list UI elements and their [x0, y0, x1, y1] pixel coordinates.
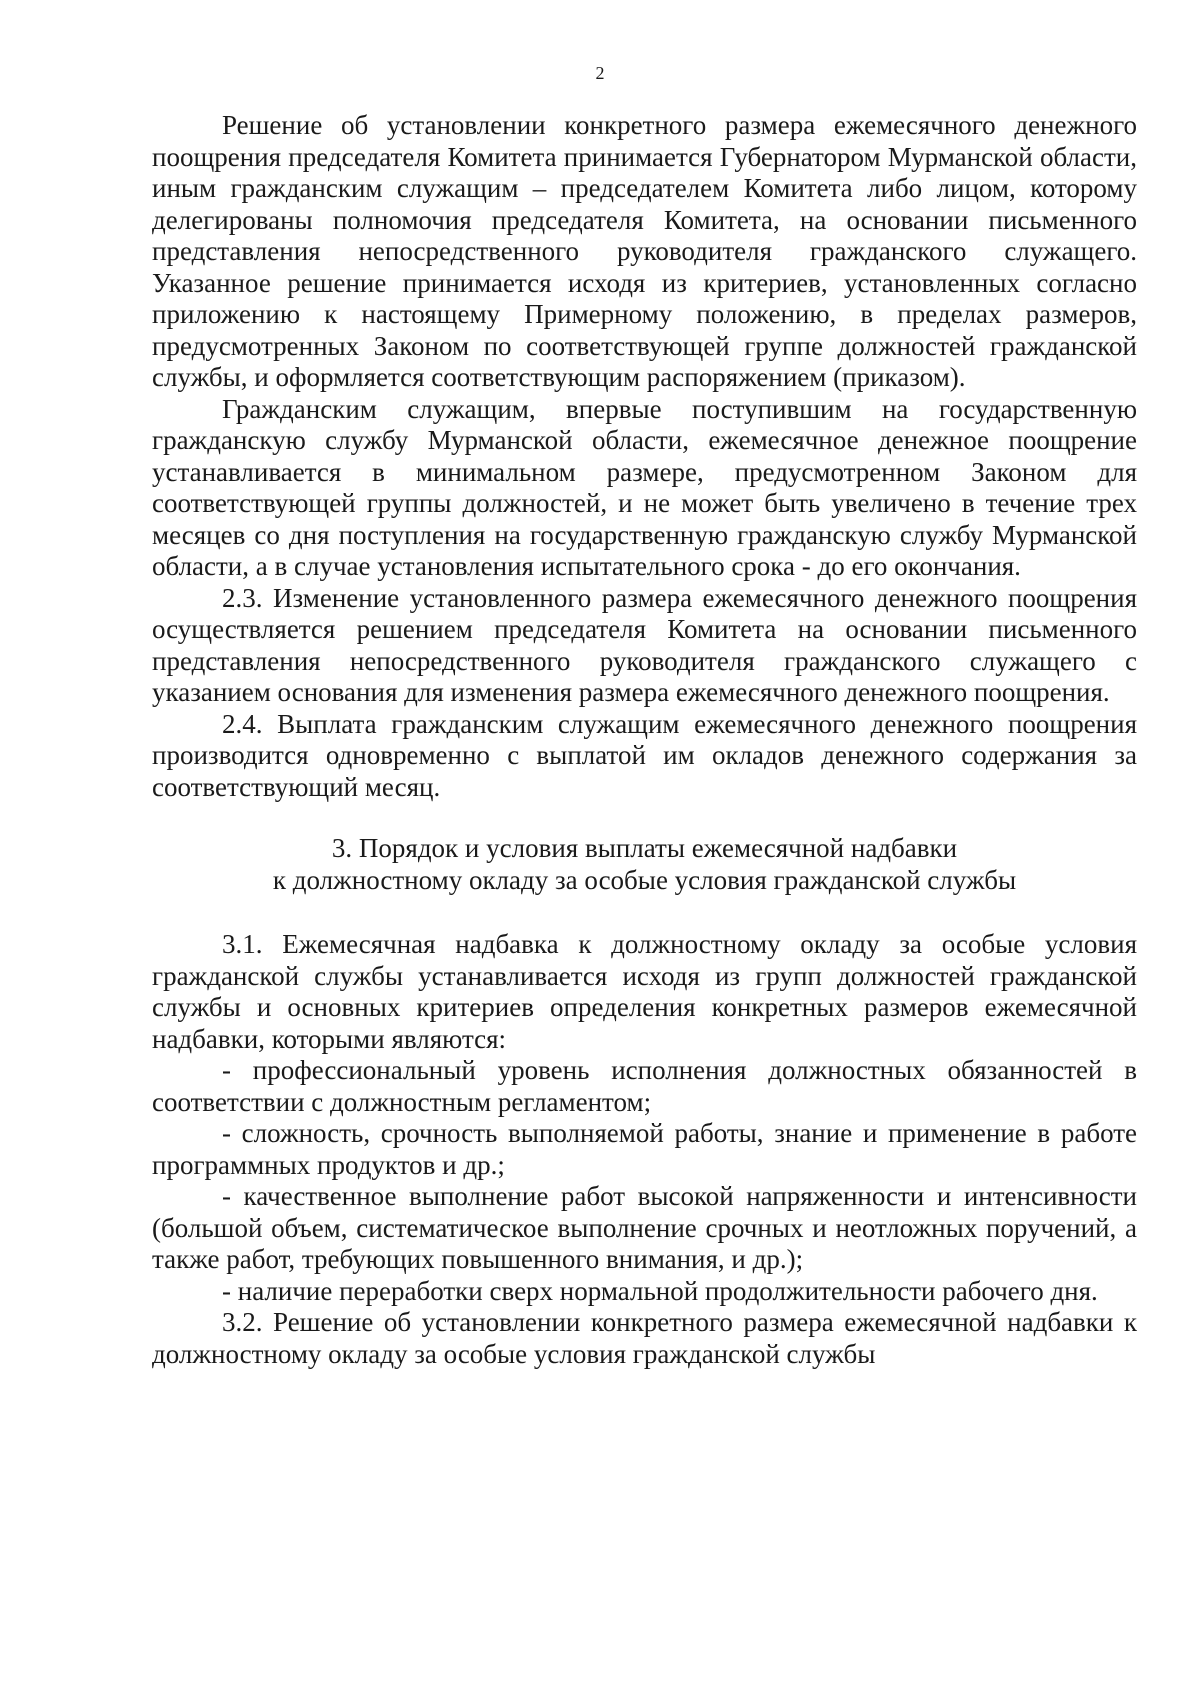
document-body	[152, 110, 1137, 1370]
paragraph-2-4: 2.4. Выплата гражданским служащим ежемесячного денежного поощрения производится одновременно с выплатой им окладов денежного содержания за соответствующий месяц.	[152, 708, 1137, 802]
page-number: 2	[595, 63, 605, 83]
section-heading	[152, 833, 1137, 896]
paragraph-3-1: 3.1. Ежемесячная надбавка к должностному окладу за особые условия гражданской службы устанавливается исходя из групп должностей гражданской службы и основных критериев определения конкретных размеров ежемесячной надбавки, которыми являются:	[152, 929, 1137, 1054]
list-item-quality: - качественное выполнение работ высокой напряженности и интенсивности (большой объем, систематическое выполнение срочных и неотложных поручений, а также работ, требующих повышенного внимания, и др.);	[152, 1181, 1137, 1274]
list-item-overtime: - наличие переработки сверх нормальной продолжительности рабочего дня.	[222, 1275, 1098, 1306]
paragraph-2-3: 2.3. Изменение установленного размера ежемесячного денежного поощрения осуществляется решением председателя Комитета на основании письменного представления непосредственного руководителя гражданского служащего с указанием основания для изменения размера ежемесячного денежного поощрения.	[152, 582, 1137, 707]
paragraph-new-employees: Гражданским служащим, впервые поступившим на государственную гражданскую службу Мурманской области, ежемесячное денежное поощрение устанавливается в минимальном размере, предусмотренном Законом для соответствующей группы должностей, и не может быть увеличено в течение трех месяцев со дня поступления на государственную гражданскую службу Мурманской области, а в случае установления испытательного срока - до его окончания.	[152, 393, 1137, 581]
section-heading-line-1: 3. Порядок и условия выплаты ежемесячной надбавки	[331, 833, 958, 863]
paragraph-3-2: 3.2. Решение об установлении конкретного размера ежемесячной надбавки к должностному окладу за особые условия гражданской службы	[152, 1307, 1137, 1369]
list-item-complexity: - сложность, срочность выполняемой работы, знание и применение в работе программных продуктов и др.;	[152, 1118, 1137, 1180]
list-item-professional-level: - профессиональный уровень исполнения должностных обязанностей в соответствии с должностным регламентом;	[152, 1055, 1137, 1117]
section-heading-line-2: к должностному окладу за особые условия гражданской службы	[272, 864, 1017, 895]
paragraph-monthly-bonus-decision: Решение об установлении конкретного размера ежемесячного денежного поощрения председателя Комитета принимается Губернатором Мурманской области, иным гражданским служащим – председателем Комитета либо лицом, которому делегированы полномочия председателя Комитета, на основании письменного представления непосредственного руководителя гражданского служащего. Указанное решение принимается исходя из критериев, установленных согласно приложению к настоящему Примерному положению, в пределах размеров, предусмотренных Законом по соответствующей группе должностей гражданской службы, и оформляется соответствующим распоряжением (приказом).	[152, 110, 1137, 392]
